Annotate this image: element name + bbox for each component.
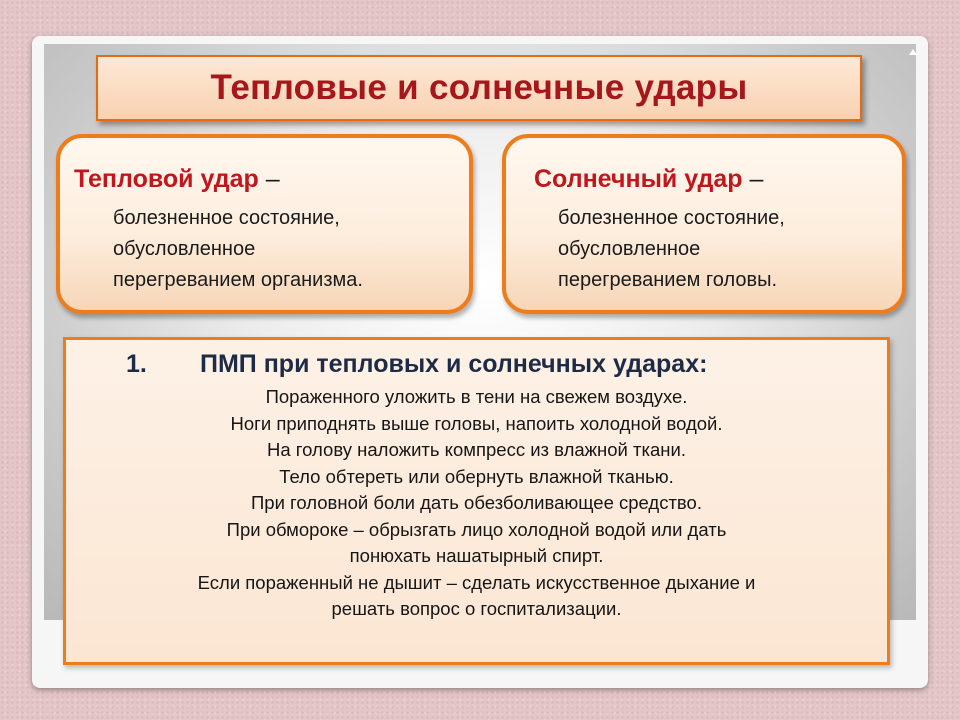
first-aid-step: На голову наложить компресс из влажной ткани. [267,439,686,460]
first-aid-number: 1. [126,350,147,378]
sun-stroke-heading [534,164,763,194]
sun-stroke-definition-line: перегреванием головы. [558,269,778,291]
heat-stroke-definition [113,203,363,296]
heat-stroke-term: Тепловой удар [74,165,259,193]
sun-stroke-definition-line: обусловленное [558,238,701,260]
sun-stroke-dash: – [742,165,764,193]
sun-stroke-definition-box [502,134,906,314]
heat-stroke-dash: – [258,165,280,193]
first-aid-step: При головной боли дать обезболивающее средство. [250,492,702,513]
heat-stroke-definition-line: болезненное состояние, [113,207,340,229]
heat-stroke-definition-line: перегреванием организма. [113,269,363,291]
slide-corner-arrow-icon [909,49,917,55]
first-aid-step: Тело обтереть или обернуть влажной тканью. [279,465,674,487]
first-aid-step: Если пораженный не дышит – сделать искусственное дыхание и [197,571,756,593]
first-aid-step: Пораженного уложить в тени на свежем воздухе. [265,386,688,407]
heat-stroke-heading [74,164,280,194]
sun-stroke-definition [558,203,785,296]
first-aid-steps [66,384,887,623]
first-aid-heading: ПМП при тепловых и солнечных ударах: [200,350,708,378]
sun-stroke-definition-line: болезненное состояние, [558,207,785,229]
first-aid-step: решать вопрос о госпитализации. [331,598,622,619]
sun-stroke-term: Солнечный удар [534,165,743,193]
first-aid-step: При обмороке – обрызгать лицо холодной водой или дать [226,518,727,540]
heat-stroke-definition-line: обусловленное [113,238,256,260]
title-box [96,55,862,121]
first-aid-step: понюхать нашатырный спирт. [349,545,604,566]
heat-stroke-definition-box [56,134,473,314]
first-aid-box [63,337,890,665]
first-aid-step: Ноги приподнять выше головы, напоить холодной водой. [230,412,723,434]
slide-title: Тепловые и солнечные удары [210,68,748,107]
